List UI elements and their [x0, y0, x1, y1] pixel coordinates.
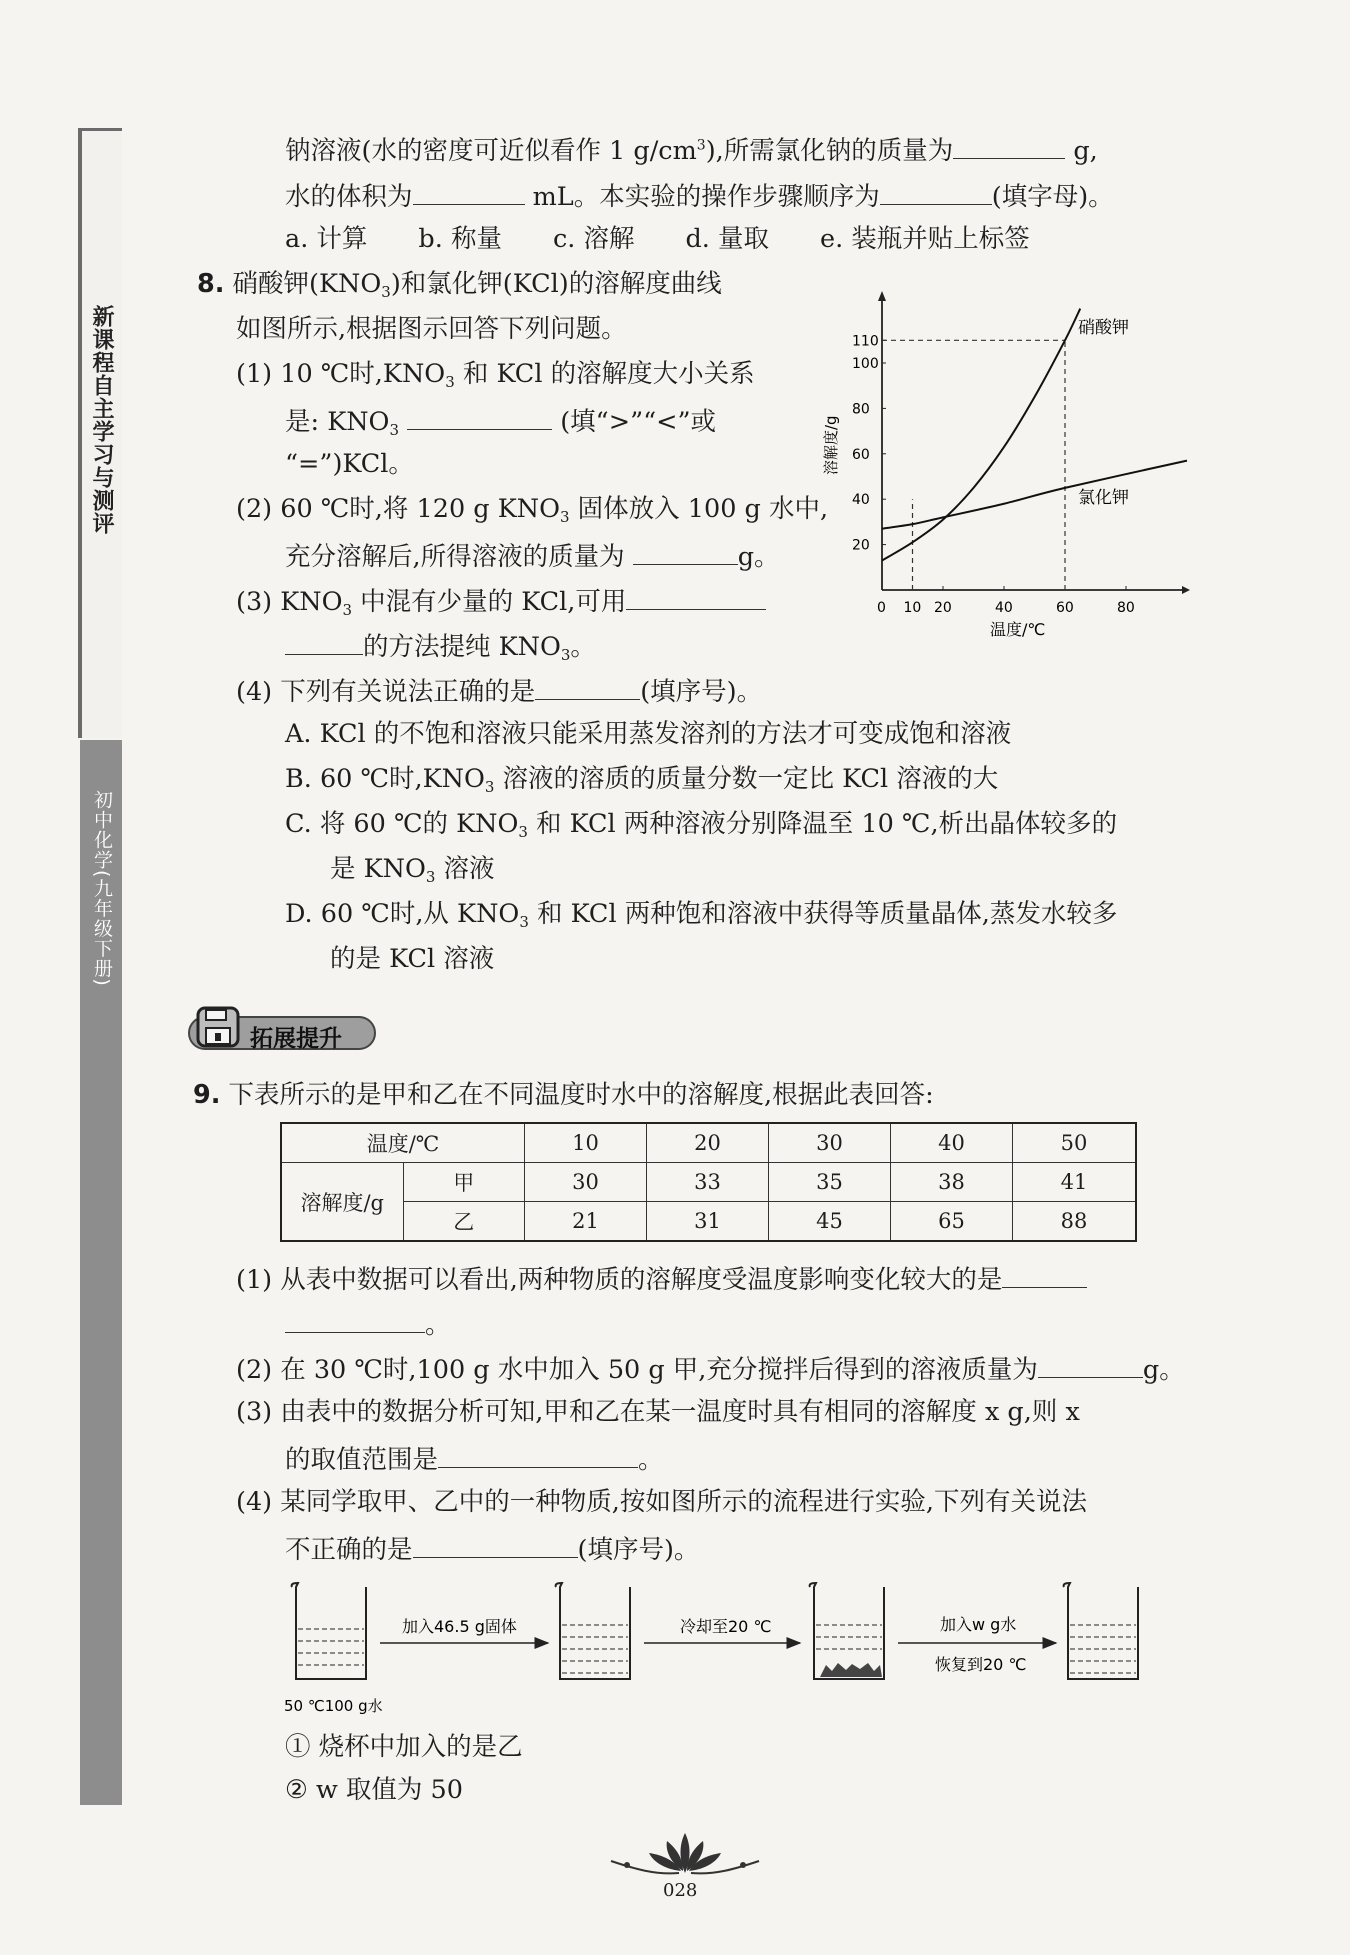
chart-x-axis-label: 温度/℃	[990, 620, 1046, 639]
flow-step-3-label-bottom: 恢复到20 ℃	[935, 1655, 1027, 1674]
question-number: 8.	[197, 269, 225, 299]
subscript: 3	[560, 508, 570, 526]
q8-text: 是 KNO	[330, 854, 426, 884]
q8-text: 和 KCl 两种饱和溶液中获得等质量晶体,蒸发水较多	[528, 899, 1118, 929]
sidebar-subject-label: 初中化学(九年级下册)	[91, 790, 113, 987]
q7-options: a. 计算 b. 称量 c. 溶解 d. 量取 e. 装瓶并贴上标签	[285, 224, 1030, 254]
q9-part-2	[236, 1355, 1185, 1384]
q8-part-4	[236, 677, 762, 706]
q9-text: 。	[425, 1310, 451, 1340]
q8-option-d-line-2: 的是 KCl 溶液	[330, 944, 495, 974]
disk-icon	[194, 1004, 244, 1050]
page-number: 028	[663, 1880, 698, 1901]
x-tick-label: 80	[1117, 600, 1135, 616]
table-header-cell: 50	[1013, 1123, 1137, 1163]
y-tick-label: 20	[852, 537, 870, 554]
q8-text: 。	[570, 632, 596, 662]
superscript: 3	[696, 137, 706, 154]
subscript: 3	[381, 283, 391, 301]
q9-text: (2) 在 30 ℃时,100 g 水中加入 50 g 甲,充分搅拌后得到的溶液质量为	[236, 1355, 1038, 1385]
answer-blank[interactable]	[413, 1535, 578, 1558]
beaker-1	[292, 1583, 366, 1679]
q7-line-2	[285, 182, 1114, 211]
q7-text: 钠溶液(水的密度可近似看作 1 g/cm	[285, 136, 697, 166]
q8-part-3-line-2	[285, 632, 596, 664]
q8-stem-line-2: 如图所示,根据图示回答下列问题。	[236, 314, 627, 344]
answer-blank[interactable]	[953, 136, 1065, 159]
q8-text: B. 60 ℃时,KNO	[285, 764, 485, 794]
chart-y-axis-label: 溶解度/g	[822, 415, 840, 475]
table-header-cell: 30	[769, 1123, 891, 1163]
y-tick-label: 110	[852, 333, 879, 350]
experiment-flow-diagram	[280, 1575, 1180, 1730]
answer-blank[interactable]	[633, 542, 738, 565]
q8-part-2-line-2	[285, 542, 780, 571]
subscript: 3	[389, 421, 400, 439]
q8-text: 中混有少量的 KCl,可用	[352, 587, 627, 617]
table-header-cell: 10	[525, 1123, 647, 1163]
q8-option-d-line-1	[285, 899, 1118, 931]
q7-text: 水的体积为	[285, 182, 413, 212]
series-kno3-curve	[882, 309, 1080, 561]
q8-part-2-line-1	[236, 494, 829, 526]
q9-text: 不正确的是	[285, 1535, 413, 1565]
q9-text: 的取值范围是	[285, 1445, 439, 1475]
answer-blank[interactable]	[626, 587, 766, 610]
beaker-4	[1064, 1583, 1138, 1679]
table-row	[281, 1163, 1136, 1202]
y-tick-label: 60	[852, 446, 870, 463]
table-row-label: 甲	[403, 1163, 525, 1202]
q7-text: mL。本实验的操作步骤顺序为	[532, 182, 880, 212]
series-label-kcl: 氯化钾	[1078, 488, 1129, 508]
question-number: 9.	[193, 1080, 221, 1110]
q7-text: (填字母)。	[991, 182, 1114, 212]
q8-text: (3) KNO	[236, 587, 343, 617]
q8-text: (1) 10 ℃时,KNO	[236, 359, 446, 389]
answer-blank[interactable]	[407, 407, 552, 430]
q8-text: 是: KNO	[285, 407, 390, 437]
x-tick-label: 0	[877, 600, 886, 616]
q8-text: (填“>”“<”或	[560, 407, 717, 437]
table-header-label: 温度/℃	[281, 1123, 525, 1163]
q8-text: )和氯化钾(KCl)的溶解度曲线	[390, 269, 722, 299]
q7-text: g,	[1073, 136, 1098, 166]
q7-line-1	[285, 136, 1098, 165]
flow-step-3-label-top: 加入w g水	[940, 1615, 1017, 1634]
q8-text: (4) 下列有关说法正确的是	[236, 677, 536, 707]
q8-text: (2) 60 ℃时,将 120 g KNO	[236, 494, 560, 524]
q8-part-3-line-1	[236, 587, 766, 619]
q8-text: 充分溶解后,所得溶液的质量为	[285, 542, 625, 572]
q9-stem	[193, 1080, 934, 1110]
table-header-cell: 20	[647, 1123, 769, 1163]
q8-option-c-line-1	[285, 809, 1118, 841]
answer-blank[interactable]	[880, 182, 992, 205]
table-cell: 31	[647, 1202, 769, 1242]
answer-blank[interactable]	[535, 677, 640, 700]
subscript: 3	[519, 913, 529, 931]
q8-text: 的方法提纯 KNO	[363, 632, 561, 662]
q8-option-c-line-2	[330, 854, 495, 886]
beaker-2	[556, 1583, 630, 1679]
answer-blank[interactable]	[285, 1310, 425, 1333]
subscript: 3	[425, 868, 436, 886]
q8-text: D. 60 ℃时,从 KNO	[285, 899, 520, 929]
x-axis-arrow	[1182, 586, 1190, 594]
flow-step-1-label: 加入46.5 g固体	[402, 1617, 517, 1636]
x-tick-label: 60	[1056, 600, 1074, 616]
footer-ornament	[605, 1825, 765, 1880]
q8-part-1-line-3: “=”)KCl。	[285, 449, 414, 479]
solubility-curve-chart	[820, 285, 1190, 650]
series-label-kno3: 硝酸钾	[1078, 318, 1129, 338]
q8-stem-line-1	[197, 269, 722, 301]
q8-part-1-line-1	[236, 359, 755, 391]
subscript: 3	[445, 373, 455, 391]
q8-text: 和 KCl 的溶解度大小关系	[454, 359, 755, 389]
table-cell: 41	[1013, 1163, 1137, 1202]
table-cell: 38	[891, 1163, 1013, 1202]
table-cell: 21	[525, 1202, 647, 1242]
q9-part-3-line-2	[285, 1445, 664, 1474]
q9-part-4-line-2	[285, 1535, 699, 1564]
table-cell: 33	[647, 1163, 769, 1202]
table-cell: 88	[1013, 1202, 1137, 1242]
y-tick-label: 100	[852, 356, 879, 372]
q7-text: ),所需氯化钠的质量为	[705, 136, 954, 166]
answer-blank[interactable]	[285, 632, 363, 655]
x-tick-label: 10	[903, 600, 922, 616]
y-tick-label: 40	[852, 492, 870, 509]
q8-option-b	[285, 764, 999, 796]
q9-part-1-line-1	[236, 1265, 1087, 1294]
q8-text: 溶液	[435, 854, 495, 884]
solubility-table	[280, 1122, 1137, 1242]
subscript: 3	[342, 601, 353, 619]
q8-part-1-line-2	[285, 407, 717, 439]
q8-text: 固体放入 100 g 水中,	[569, 494, 829, 524]
subscript: 3	[518, 823, 528, 841]
table-row	[281, 1202, 1136, 1242]
q8-text: C. 将 60 ℃的 KNO	[285, 809, 519, 839]
beaker-3	[810, 1583, 884, 1679]
q9-text: (1) 从表中数据可以看出,两种物质的溶解度受温度影响变化较大的是	[236, 1265, 1003, 1295]
table-cell: 45	[769, 1202, 891, 1242]
q8-text: 硝酸钾(KNO	[232, 269, 382, 299]
x-tick-label: 20	[934, 600, 952, 616]
q9-text: 下表所示的是甲和乙在不同温度时水中的溶解度,根据此表回答:	[228, 1080, 934, 1110]
table-row-label: 乙	[403, 1202, 525, 1242]
y-tick-label: 80	[852, 401, 870, 418]
section-title: 拓展提升	[250, 1026, 342, 1052]
x-tick-label: 40	[995, 600, 1013, 616]
q9-text: g。	[1142, 1355, 1185, 1385]
series-kcl-curve	[882, 461, 1187, 529]
answer-blank[interactable]	[438, 1445, 638, 1468]
answer-blank[interactable]	[413, 182, 525, 205]
table-header-cell: 40	[891, 1123, 1013, 1163]
table-cell: 65	[891, 1202, 1013, 1242]
q8-text: 溶液的溶质的质量分数一定比 KCl 溶液的大	[494, 764, 999, 794]
q8-text: 和 KCl 两种溶液分别降温至 10 ℃,析出晶体较多的	[527, 809, 1118, 839]
q9-option-2: ② w 取值为 50	[285, 1775, 463, 1805]
q8-option-a: A. KCl 的不饱和溶液只能采用蒸发溶剂的方法才可变成饱和溶液	[285, 719, 1012, 749]
y-axis-arrow	[878, 291, 886, 301]
q9-option-1: ① 烧杯中加入的是乙	[285, 1732, 523, 1762]
q8-text: g。	[737, 542, 780, 572]
answer-blank[interactable]	[1002, 1265, 1087, 1288]
subscript: 3	[560, 646, 571, 664]
table-row	[281, 1123, 1136, 1163]
q9-part-3-line-1: (3) 由表中的数据分析可知,甲和乙在某一温度时具有相同的溶解度 x g,则 x	[236, 1397, 1080, 1427]
q9-part-1-line-2	[285, 1310, 451, 1339]
q8-text: (填序号)。	[640, 677, 763, 707]
table-cell: 30	[525, 1163, 647, 1202]
subscript: 3	[484, 778, 495, 796]
flow-step-2-label: 冷却至20 ℃	[680, 1617, 772, 1636]
answer-blank[interactable]	[1038, 1355, 1143, 1378]
section-badge-extension	[180, 1000, 380, 1054]
q9-text: (填序号)。	[577, 1535, 700, 1565]
q9-text: 。	[638, 1445, 664, 1475]
q9-part-4-line-1: (4) 某同学取甲、乙中的一种物质,按如图所示的流程进行实验,下列有关说法	[236, 1487, 1087, 1517]
sidebar-book-title: 新课程自主学习与测评	[89, 305, 114, 535]
table-row-group-label: 溶解度/g	[281, 1163, 403, 1242]
beaker-start-label: 50 ℃100 g水	[284, 1697, 383, 1715]
table-cell: 35	[769, 1163, 891, 1202]
